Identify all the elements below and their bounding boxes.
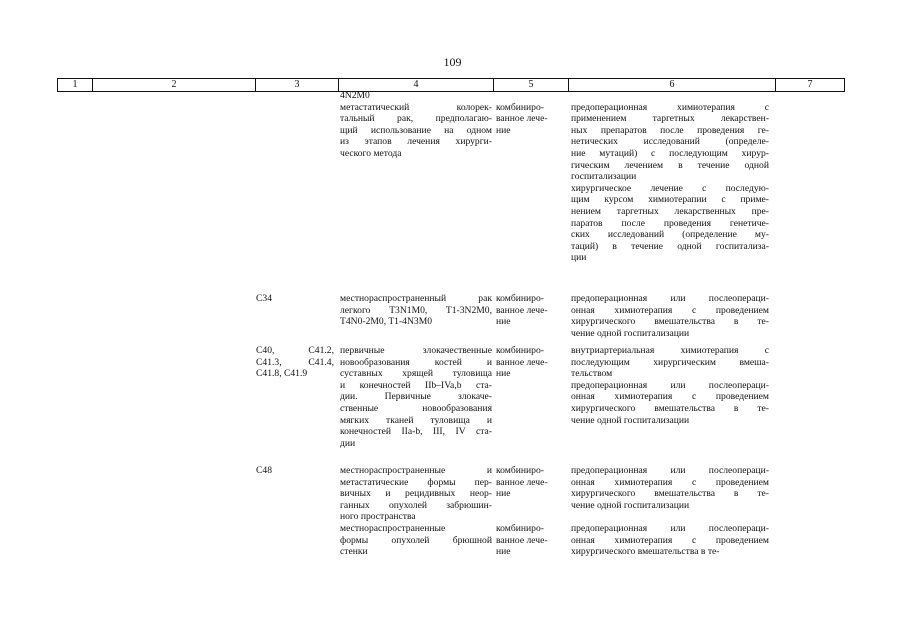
treatment-type-line <box>496 90 568 102</box>
model-line: местнораспространенные <box>340 522 446 534</box>
row-4-treatment-type-cell <box>496 465 568 558</box>
row-4-model-cell <box>340 465 492 558</box>
model-line: метастатические формы пер- <box>340 476 492 488</box>
model-line: стенки <box>340 546 368 558</box>
model-line: местнораспространенный рак <box>340 293 492 304</box>
treatment-type-line: ванное лече- <box>496 534 548 546</box>
method-line: паратов после проведения генетиче- <box>571 217 769 229</box>
header-col-6: 6 <box>568 79 775 91</box>
model-line: первичные злокачественные <box>340 345 492 356</box>
header-col-7: 7 <box>775 79 845 91</box>
method-line: ских исследований (определение му- <box>571 229 769 241</box>
treatment-type-line: ние <box>496 546 511 558</box>
code-line: C48 <box>256 465 272 476</box>
method-line: хирургическое лечение с последую- <box>571 182 769 194</box>
treatment-type-line: комбиниро- <box>496 522 544 534</box>
model-line: дии <box>340 437 356 449</box>
model-line: 4N2M0 <box>340 90 370 101</box>
method-line: щим курсом химиотерапии с приме- <box>571 194 769 206</box>
header-col-1: 1 <box>57 79 92 91</box>
model-line: местнораспространенные и <box>340 465 492 476</box>
header-col-5: 5 <box>493 79 568 91</box>
method-line: хирургического вмешательства в те- <box>571 546 720 558</box>
model-line: ственные новообразования <box>340 402 492 414</box>
method-line: тельством <box>571 368 613 380</box>
treatment-type-line: ванное лече- <box>496 304 548 316</box>
method-line: предоперационная или послеопераци- <box>571 465 769 476</box>
method-line: онная химиотерапия с проведением <box>571 391 769 403</box>
row-3-method-cell <box>571 345 769 426</box>
treatment-type-line: ние <box>496 124 511 136</box>
header-col-2: 2 <box>92 79 255 91</box>
method-line: онная химиотерапия с проведением <box>571 534 769 546</box>
method-line: ных препаратов после проведения ге- <box>571 124 769 136</box>
method-line: чение одной госпитализации <box>571 414 690 426</box>
row-2-treatment-type-cell <box>496 293 568 328</box>
model-line: дии. Первичные злокаче- <box>340 391 492 403</box>
method-line: чение одной госпитализации <box>571 499 690 511</box>
method-line: ции <box>571 252 587 264</box>
method-line: предоперационная или послеопераци- <box>571 293 769 304</box>
model-line: конечностей IIa-b, III, IV ста- <box>340 426 492 438</box>
treatment-type-line: комбиниро- <box>496 345 544 356</box>
method-line: применением таргетных лекарствен- <box>571 113 769 125</box>
treatment-type-line: комбиниро- <box>496 101 544 113</box>
model-line: T4N0-2M0, T1-4N3M0 <box>340 316 433 328</box>
method-line: чение одной госпитализации <box>571 327 690 339</box>
method-line: нением таргетных лекарственных пре- <box>571 205 769 217</box>
treatment-type-line: ние <box>496 368 511 380</box>
method-line: хирургического вмешательства в те- <box>571 316 769 328</box>
model-line: ного пространства <box>340 511 416 523</box>
method-line: гическим лечением в течение одной <box>571 159 769 171</box>
model-line: мягких тканей туловища и <box>340 414 492 426</box>
treatment-type-line: ванное лече- <box>496 113 548 125</box>
row-4-code-cell <box>256 465 334 477</box>
header-col-3: 3 <box>255 79 338 91</box>
method-line: ние мутаций) с последующим хирур- <box>571 147 769 159</box>
row-4-method-cell <box>571 465 769 558</box>
method-line: хирургического вмешательства в те- <box>571 488 769 500</box>
method-line: последующим хирургическим вмеша- <box>571 356 769 368</box>
row-2-method-cell <box>571 293 769 339</box>
treatment-type-line: комбиниро- <box>496 465 544 476</box>
model-line: суставных хрящей туловища <box>340 368 492 380</box>
method-line: предоперационная или послеопераци- <box>571 522 769 534</box>
header-col-4: 4 <box>338 79 493 91</box>
row-2-code-cell <box>256 293 334 305</box>
model-line: новообразования костей и <box>340 356 492 368</box>
method-line: онная химиотерапия с проведением <box>571 304 769 316</box>
method-line: предоперационная или послеопераци- <box>571 379 769 391</box>
method-line: онная химиотерапия с проведением <box>571 476 769 488</box>
treatment-type-line: комбиниро- <box>496 293 544 304</box>
treatment-type-line <box>496 511 568 523</box>
row-3-treatment-type-cell <box>496 345 568 380</box>
model-line: метастатический колорек- <box>340 101 492 113</box>
model-line: ческого метода <box>340 147 402 159</box>
treatment-type-line: ние <box>496 316 511 328</box>
treatment-type-line: ние <box>496 488 511 500</box>
code-line: C41.8, C41.9 <box>256 368 308 380</box>
row-3-code-cell <box>256 345 334 380</box>
model-line: легкого T3N1M0, T1-3N2M0, <box>340 304 492 316</box>
code-line: C40, C41.2, <box>256 345 334 356</box>
model-line: ганных опухолей забрюшин- <box>340 499 492 511</box>
row-1-treatment-type-cell <box>496 90 568 136</box>
model-line: щий использование на одном <box>340 124 492 136</box>
treatment-type-line: ванное лече- <box>496 356 548 368</box>
method-line: предоперационная химиотерапия с <box>571 101 769 113</box>
treatment-type-line <box>496 500 568 512</box>
treatment-type-line: ванное лече- <box>496 476 548 488</box>
model-line: тальный рак, предполагаю- <box>340 113 492 125</box>
model-line: и конечностей IIb–IVa,b ста- <box>340 379 492 391</box>
code-line: C34 <box>256 293 272 304</box>
row-1-method-cell <box>571 90 769 264</box>
row-2-model-cell <box>340 293 492 328</box>
model-line: из этапов лечения хирурги- <box>340 136 492 148</box>
method-line: внутриартериальная химиотерапия с <box>571 345 769 356</box>
method-line: нетических исследований (определе- <box>571 136 769 148</box>
method-line <box>571 511 769 523</box>
page-number: 109 <box>443 55 462 69</box>
method-line: таций) в течение одной госпитализа- <box>571 240 769 252</box>
row-3-model-cell <box>340 345 492 449</box>
model-line: формы опухолей брюшной <box>340 534 492 546</box>
method-line: госпитализации <box>571 171 637 183</box>
method-line <box>571 90 769 102</box>
row-1-model-cell <box>340 90 492 160</box>
method-line: хирургического вмешательства в те- <box>571 402 769 414</box>
code-line: C41.3, C41.4, <box>256 356 334 368</box>
model-line: вичных и рецидивных неор- <box>340 488 492 500</box>
